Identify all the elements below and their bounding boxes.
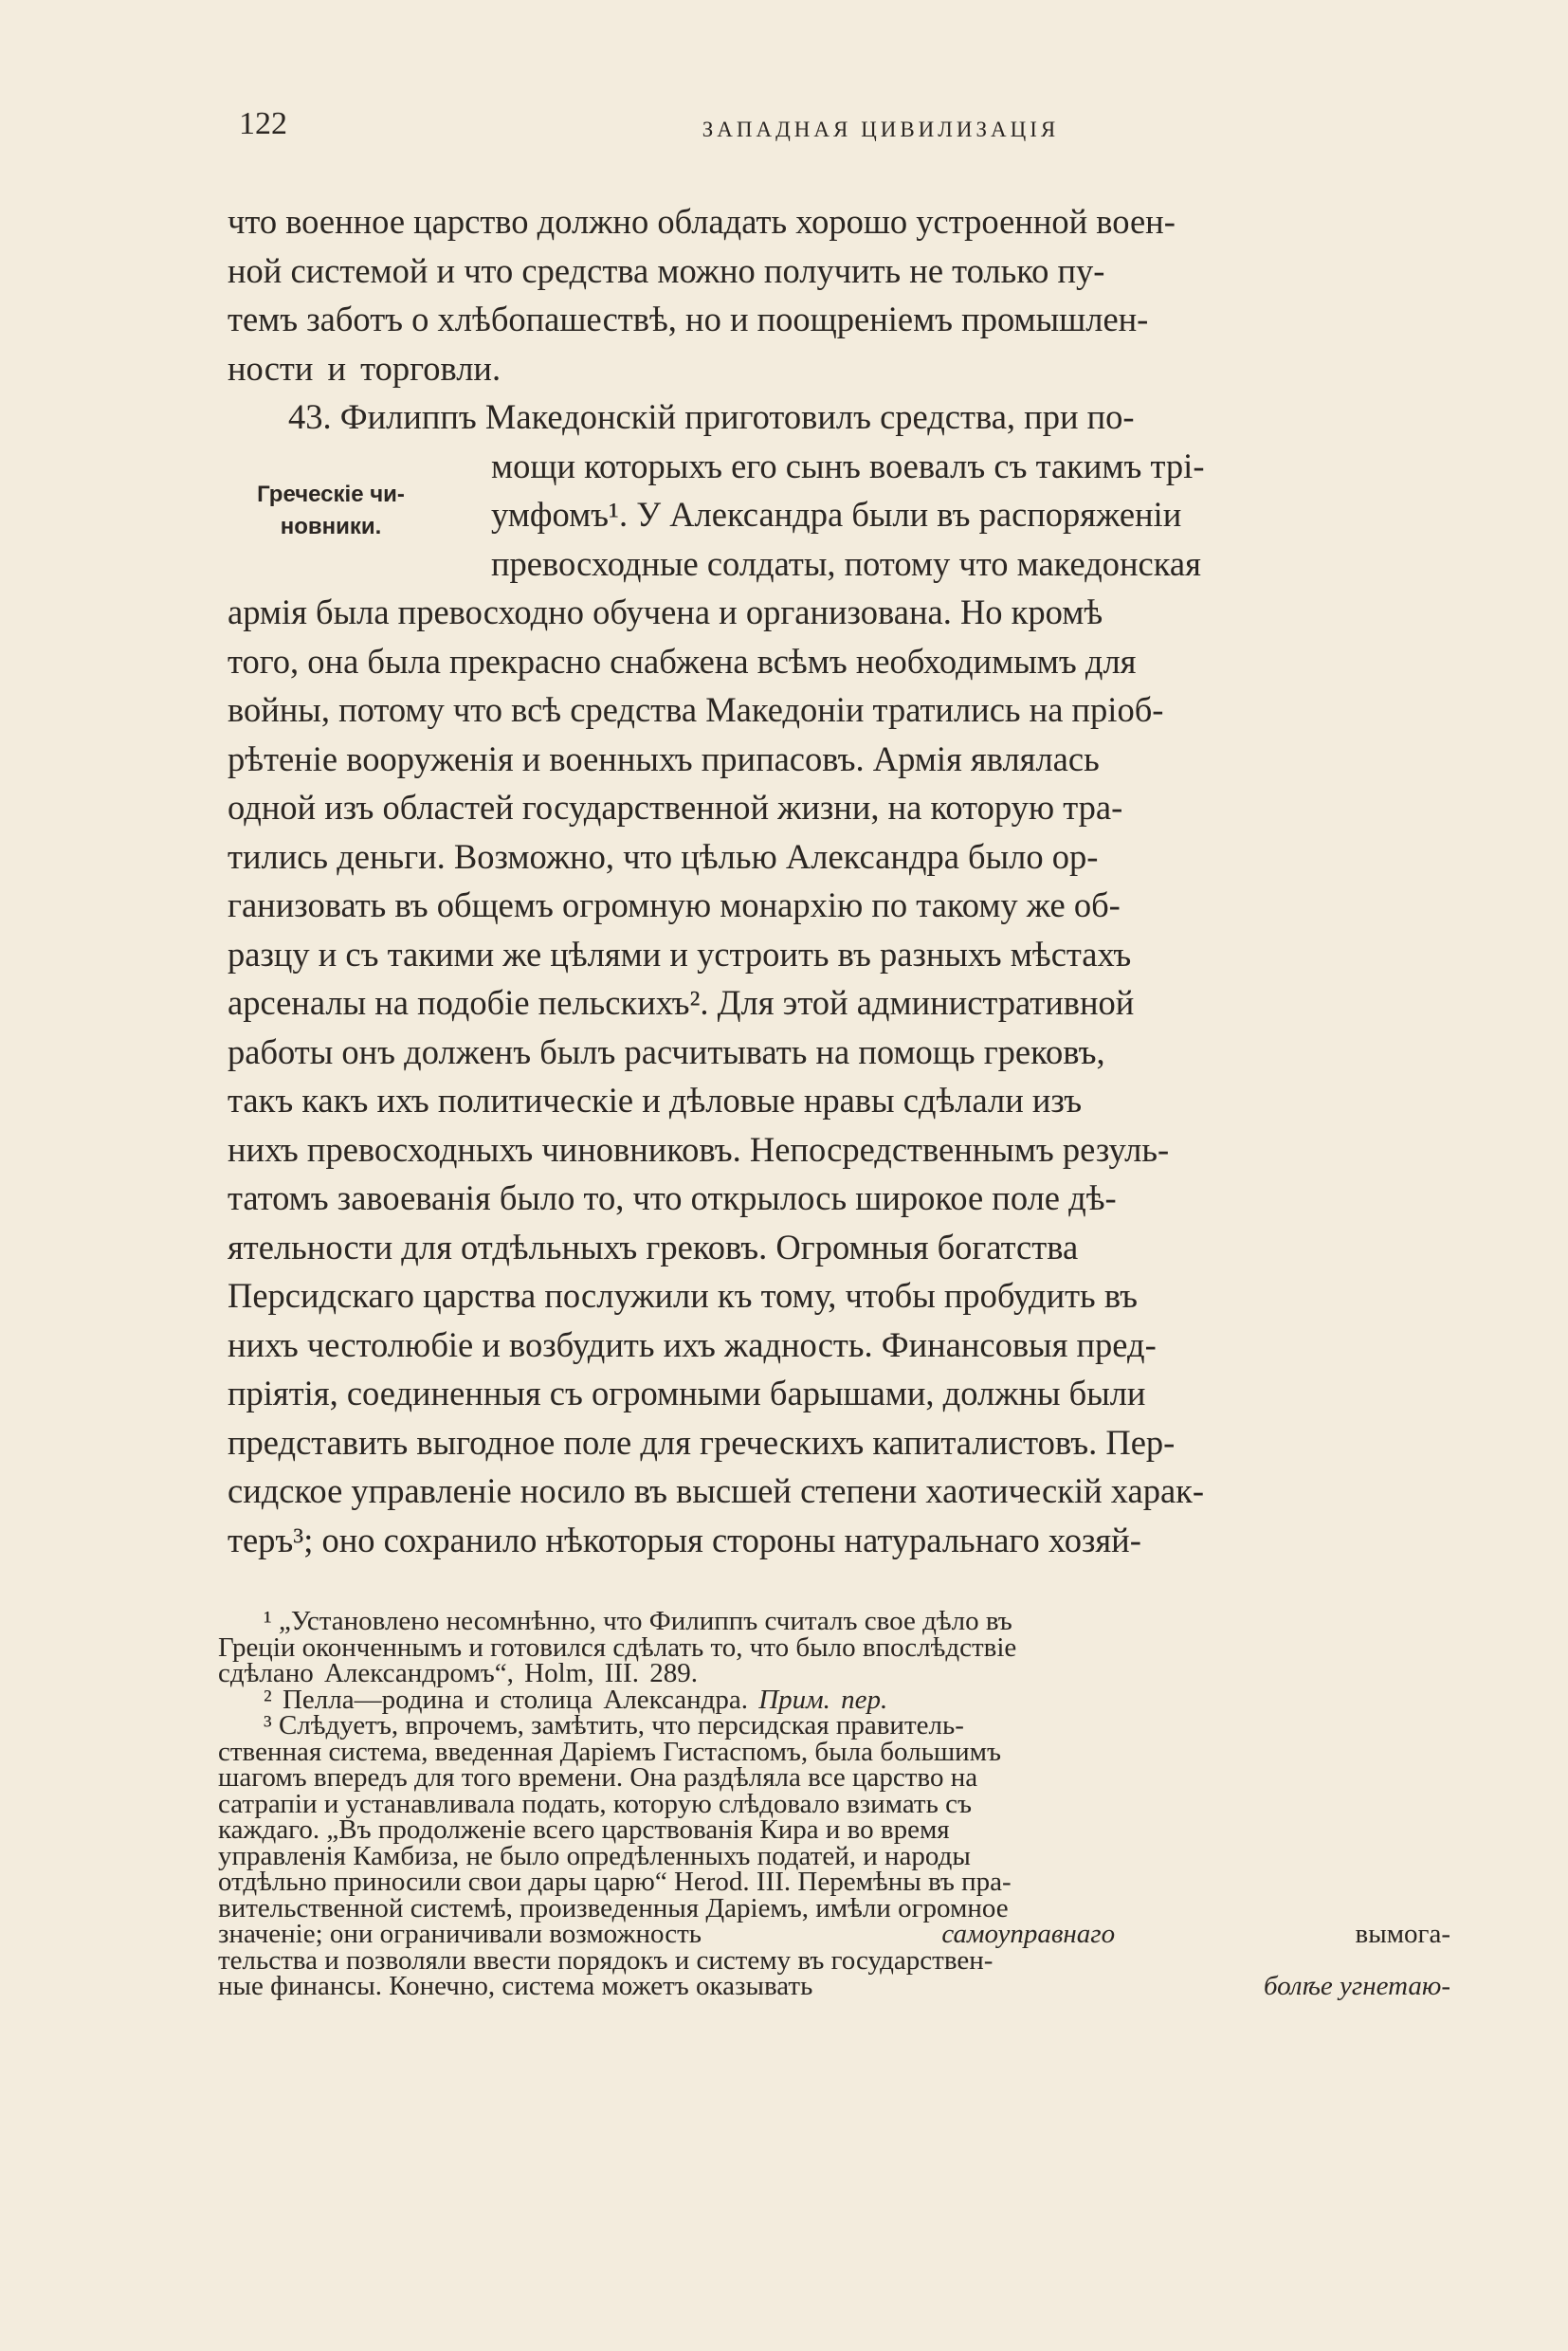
footnote-line: вительственной системѣ, произведенныя Даріемъ, имѣли огромное [218,1892,1009,1923]
footnote-line: ³ Слѣдуетъ, впрочемъ, замѣтить, что персидская правитель- [264,1710,964,1740]
text-line: ной системой и что средства можно получить не только пу- [228,250,1105,290]
footnote-line [218,1919,1450,1949]
footnote-line: сатрапіи и устанавливала подать, которую слѣдовало взимать съ [218,1788,972,1819]
running-title: ЗАПАДНАЯ ЦИВИЛИЗАЦІЯ [702,118,1060,141]
text-line: тились деньги. Возможно, что цѣлью Александра было ор- [228,836,1099,876]
footnotes [218,1606,1450,2001]
text-line: арсеналы на подобіе пельскихъ². Для этой административной [228,983,1135,1022]
text-line: Персидскаго царства послужили къ тому, чтобы пробудить въ [228,1276,1139,1315]
footnote-text: значеніе; они ограничивали возможность [218,1919,702,1949]
footnote-emphasis: болѣе угнетаю- [1263,1971,1450,2001]
text-line: ности и торговли. [228,348,501,388]
text-line: мощи которыхъ его сынъ воевалъ съ такимъ трі- [491,446,1205,485]
footnote-text: ² Пелла—родина и столица Александра. [264,1684,748,1715]
text-line: сидское управленіе носило въ высшей степени хаотическій харак- [228,1471,1205,1510]
text-line: превосходные солдаты, потому что македонская [491,543,1201,583]
footnote-emphasis: самоуправнаго [941,1919,1116,1949]
text-line: такъ какъ ихъ политическіе и дѣловые нравы сдѣлали изъ [228,1081,1083,1120]
text-line: что военное царство должно обладать хорошо устроенной воен- [228,202,1176,241]
text-line: нихъ честолюбіе и возбудить ихъ жадность. Финансовыя пред- [228,1324,1157,1364]
footnote-line: ственная система, введенная Даріемъ Гистаспомъ, была большимъ [218,1736,1002,1767]
page-number: 122 [239,106,287,141]
footnote-line: Греціи оконченнымъ и готовился сдѣлать то, что было впослѣдствіе [218,1631,1017,1663]
text-line: представить выгодное поле для греческихъ капиталистовъ. Пер- [228,1422,1176,1462]
text-line: умфомъ¹. У Александра были въ распоряженіи [491,495,1182,534]
footnote-line: управленія Камбиза, не было опредѣленныхъ податей, и народы [218,1840,971,1871]
text-line: разцу и съ такими же цѣлями и устроить въ разныхъ мѣстахъ [228,934,1132,974]
footnote-line [218,1971,1450,2001]
text-line: войны, потому что всѣ средства Македоніи тратились на пріоб- [228,690,1164,729]
main-text [228,197,1464,1564]
text-line: пріятія, соединенныя съ огромными барышами, должны были [228,1374,1146,1412]
text-line: нихъ превосходныхъ чиновниковъ. Непосредственнымъ резуль- [228,1129,1170,1169]
marginal-note-line: Греческіе чи- [257,482,405,507]
footnote-line: шагомъ впередъ для того времени. Она раздѣляла все царство на [218,1762,978,1793]
footnote-translator-note: Прим. пер. [758,1684,888,1715]
marginal-note-line: новники. [280,514,382,539]
page-header [228,106,1458,154]
text-line: темъ заботъ о хлѣбопашествѣ, но и поощреніемъ промышлен- [228,300,1149,338]
text-line: теръ³; оно сохранило нѣкоторыя стороны натуральнаго хозяй- [228,1520,1141,1559]
footnote-line [218,1684,1450,1715]
text-line: татомъ завоеванія было то, что открылось широкое поле дѣ- [228,1178,1117,1217]
text-line: ганизовать въ общемъ огромную монархію по такому же об- [228,885,1121,924]
footnote-line: отдѣльно приносили свои дары царю“ Herod. III. Перемѣны въ пра- [218,1867,1012,1897]
text-line: одной изъ областей государственной жизни, на которую тра- [228,788,1123,827]
paragraph-start-line: 43. Филиппъ Македонскій приготовилъ средства, при по- [288,397,1135,436]
footnote-text: вымога- [1355,1919,1450,1949]
text-line: ятельности для отдѣльныхъ грековъ. Огромныя богатства [228,1227,1079,1267]
text-line: рѣтеніе вооруженія и военныхъ припасовъ. Армія являлась [228,738,1100,778]
footnote-line: ¹ „Установлено несомнѣнно, что Филиппъ считалъ свое дѣло въ [264,1606,1012,1636]
footnote-text: ные финансы. Конечно, система можетъ оказывать [218,1971,813,2001]
text-line: того, она была прекрасно снабжена всѣмъ необходимымъ для [228,641,1137,681]
text-line: армія была превосходно обучена и организована. Но кромѣ [228,592,1103,631]
text-line: работы онъ долженъ былъ расчитывать на помощь грековъ, [228,1031,1105,1071]
footnote-line: тельства и позволяли ввести порядокъ и систему въ государствен- [218,1944,994,1976]
footnote-line: сдѣлано Александромъ“, Holm, III. 289. [218,1658,698,1688]
footnote-line: каждаго. „Въ продолженіе всего царствованія Кира и во время [218,1814,950,1845]
